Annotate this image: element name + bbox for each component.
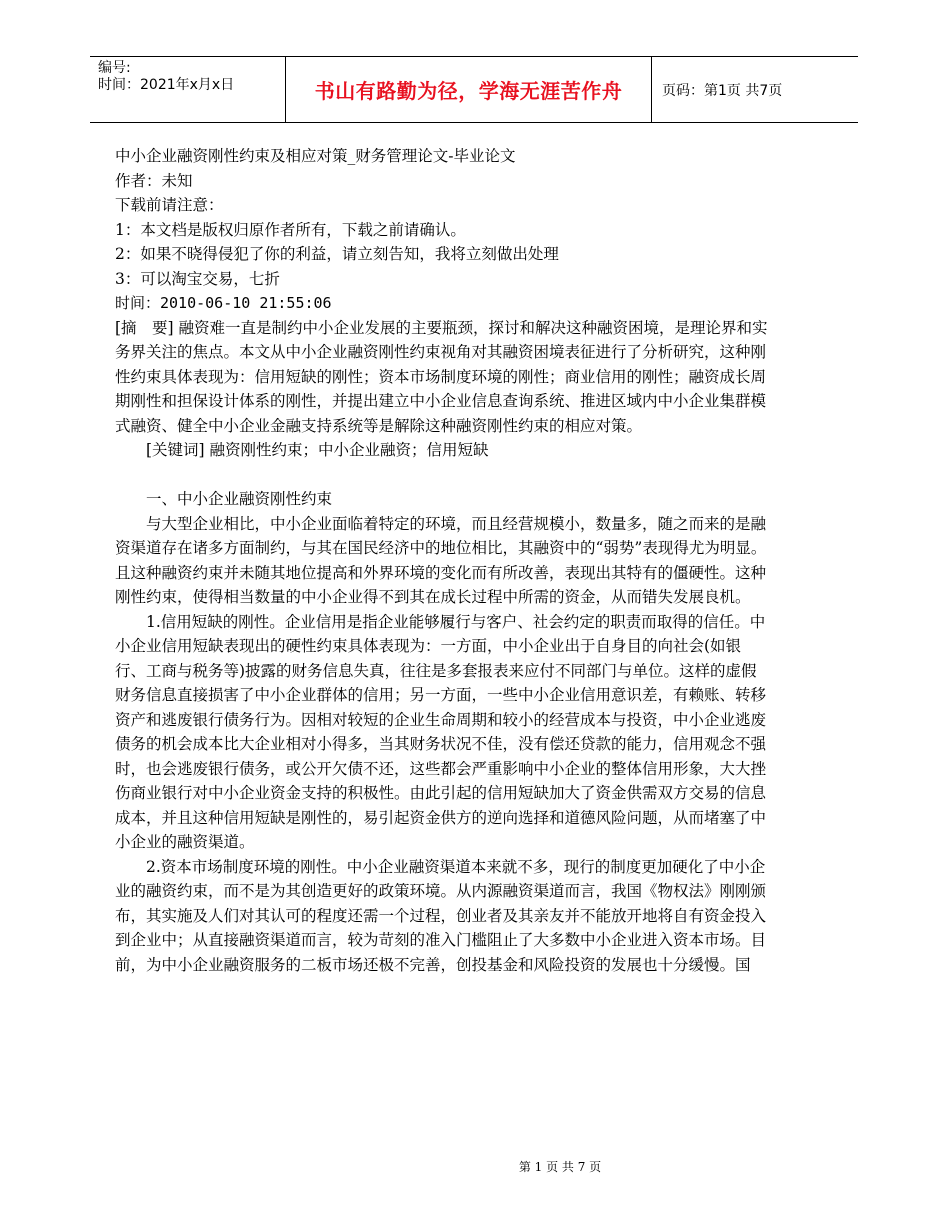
document-title: 中小企业融资刚性约束及相应对策_财务管理论文-毕业论文	[115, 147, 516, 165]
keywords: [关键词] 融资刚性约束；中小企业融资；信用短缺	[146, 441, 489, 459]
document-time: 时间：2010-06-10 21:55:06	[115, 294, 332, 312]
paragraph: 1.信用短缺的刚性。企业信用是指企业能够履行与客户、社会约定的职责而取得的信任。中小企业信用短缺表现出的硬性约束具体表现为：一方面，中小企业出于自身目的向社会(如银行、工商与税务等)披露的财务信息失真，往往是多套报表来应付不同部门与单位。这样的虚假财务信息直接损害了中小企业群体的信用；另一方面，一些中小企业信用意识差，有赖账、转移资产和逃废银行债务行为。因相对较短的企业生命周期和较小的经营成本与投资，中小企业逃废债务的机会成本比大企业相对小得多，当其财务状况不佳，没有偿还贷款的能力，信用观念不强时，也会逃废银行债务，或公开欠债不还，这些都会严重影响中小企业的整体信用形象，大大挫伤商业银行对中小企业资金支持的积极性。由此引起的信用短缺加大了资金供需双方交易的信息成本，并且这种信用短缺是刚性的，易引起资金供方的逆向选择和道德风险问题，从而堵塞了中小企业的融资渠道。	[115, 612, 767, 851]
paragraph: 与大型企业相比，中小企业面临着特定的环境，而且经营规模小，数量多，随之而来的是融资渠道存在诸多方面制约，与其在国民经济中的地位相比，其融资中的“弱势”表现得尤为明显。且这种融资约束并未随其地位提高和外界环境的变化而有所改善，表现出其特有的僵硬性。这种刚性约束，使得相当数量的中小企业得不到其在成长过程中所需的资金，从而错失发展良机。	[115, 514, 767, 606]
document-author: 作者：未知	[115, 171, 193, 190]
spacer	[115, 463, 770, 488]
notice-title: 下载前请注意：	[115, 196, 224, 214]
section-heading: 一、中小企业融资刚性约束	[146, 490, 333, 508]
header-motto: 书山有路勤为径，学海无涯苦作舟	[286, 57, 652, 122]
notice-item-3: 3：可以淘宝交易，七折	[115, 269, 280, 288]
paragraph: 2.资本市场制度环境的刚性。中小企业融资渠道本来就不多，现行的制度更加硬化了中小企业的融资约束，而不是为其创造更好的政策环境。从内源融资渠道而言，我国《物权法》刚刚颁布，其实施及人们对其认可的程度还需一个过程，创业者及其亲友并不能放开地将自有资金投入到企业中；从直接融资渠道而言，较为苛刻的准入门槛阻止了大多数中小企业进入资本市场。目前，为中小企业融资服务的二板市场还极不完善，创投基金和风险投资的发展也十分缓慢。国	[115, 857, 767, 974]
document-body	[115, 144, 770, 977]
doc-time: 时间：2021年x月x日	[98, 77, 235, 93]
abstract: [摘 要] 融资难一直是制约中小企业发展的主要瓶颈，探讨和解决这种融资困境，是理论界和实务界关注的焦点。本文从中小企业融资刚性约束视角对其融资困境表征进行了分析研究，这种刚性约束具体表现为：信用短缺的刚性；资本市场制度环境的刚性；商业信用的刚性；融资成长周期刚性和担保设计体系的刚性，并提出建立中小企业信息查询系统、推进区域内中小企业集群模式融资、健全中小企业金融支持系统等是解除这种融资刚性约束的相应对策。	[115, 318, 768, 435]
doc-number: 编号:	[98, 60, 131, 76]
page-header	[90, 56, 858, 123]
header-page-info: 页码：第1页 共7页	[662, 82, 783, 99]
header-meta	[90, 57, 286, 122]
notice-item-1: 1：本文档是版权归原作者所有，下载之前请确认。	[115, 220, 466, 239]
page-footer: 第 1 页 共 7 页	[518, 1160, 602, 1174]
notice-item-2: 2：如果不晓得侵犯了你的利益，请立刻告知，我将立刻做出处理	[115, 245, 559, 263]
